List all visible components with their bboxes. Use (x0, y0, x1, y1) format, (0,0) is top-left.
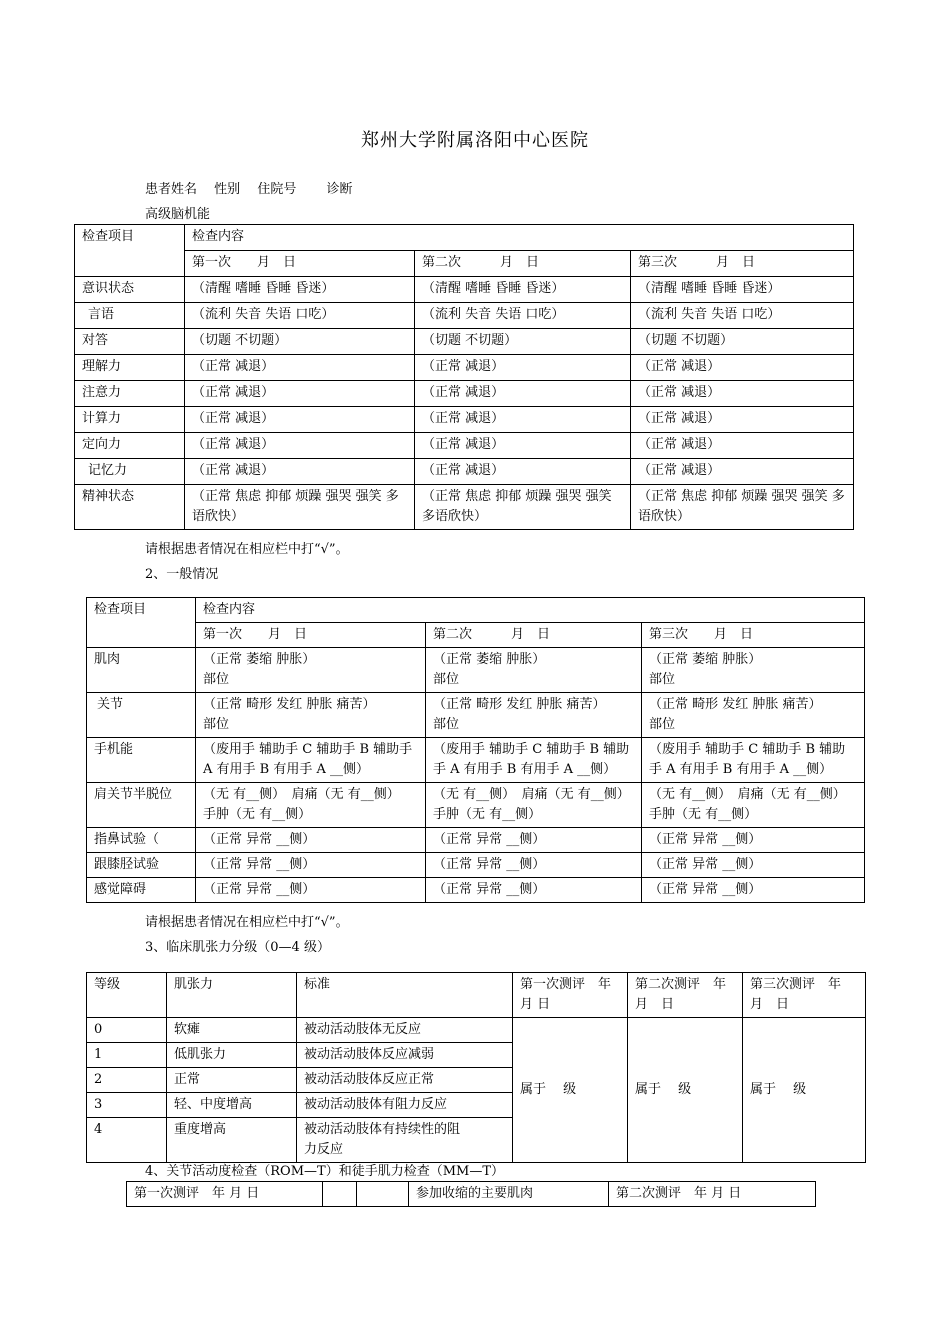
grade-value: 1 (87, 1043, 167, 1068)
row-value-2: （正常 焦虑 抑郁 烦躁 强哭 强笑 多语欣快） (415, 485, 631, 530)
header-third: 第三次 月 日 (642, 623, 865, 648)
header-tone: 肌张力 (167, 973, 297, 1018)
table-row (75, 381, 854, 407)
location-label: 部位 (203, 672, 230, 687)
header-third: 第三次 月 日 (631, 251, 854, 277)
row-value-2: （正常 减退） (415, 459, 631, 485)
row-label: 对答 (75, 329, 185, 355)
table-header-row (75, 251, 854, 277)
first-eval-cell: 第一次测评 年 月 日 (127, 1182, 323, 1207)
empty-cell (357, 1182, 409, 1207)
row-value-3: （废用手 辅助手 C 辅助手 B 辅助手 A 有用手 B 有用手 A __侧） (642, 738, 865, 783)
header-first: 第一次 月 日 (185, 251, 415, 277)
row-value-2: （流利 失音 失语 口吃） (415, 303, 631, 329)
admission-label: 住院号 (257, 182, 297, 197)
row-value-1: （清醒 嗜睡 昏睡 昏迷） (185, 277, 415, 303)
row-value-3: （正常 减退） (631, 355, 854, 381)
belongs-third: 属于 级 (743, 1018, 866, 1163)
diagnosis-label: 诊断 (326, 182, 353, 197)
header-second: 第二次 月 日 (415, 251, 631, 277)
row-value-3: （流利 失音 失语 口吃） (631, 303, 854, 329)
row-value-2 (426, 693, 642, 738)
row-value-2: （废用手 辅助手 C 辅助手 B 辅助手 A 有用手 B 有用手 A __侧） (426, 738, 642, 783)
header-second-eval: 第二次测评 年 月 日 (628, 973, 743, 1018)
row-value-2: （正常 减退） (415, 407, 631, 433)
row-label: 感觉障碍 (87, 878, 196, 903)
row-value-1: （废用手 辅助手 C 辅助手 B 辅助手 A 有用手 B 有用手 A __侧） (196, 738, 426, 783)
section2-title: 2、一般情况 (145, 567, 219, 582)
location-label: 部位 (649, 717, 676, 732)
condition-text: （正常 萎缩 肿胀） (649, 652, 762, 667)
table-row (87, 648, 865, 693)
table-row (87, 1018, 866, 1043)
row-value-2: （切题 不切题） (415, 329, 631, 355)
table-header-row (87, 598, 865, 623)
row-value-2: （正常 减退） (415, 381, 631, 407)
row-value-1: （正常 减退） (185, 407, 415, 433)
condition-text: （正常 萎缩 肿胀） (433, 652, 546, 667)
belongs-first: 属于 级 (513, 1018, 628, 1163)
row-value-1: （切题 不切题） (185, 329, 415, 355)
row-label: 计算力 (75, 407, 185, 433)
header-content: 检查内容 (196, 598, 865, 623)
tone-value: 正常 (167, 1068, 297, 1093)
brain-function-table (74, 224, 854, 530)
table-row (87, 878, 865, 903)
grade-value: 2 (87, 1068, 167, 1093)
condition-text: （正常 畸形 发红 肿胀 痛苦） (203, 697, 376, 712)
row-value-1: （正常 异常 __侧） (196, 828, 426, 853)
section1-note: 请根据患者情况在相应栏中打“√”。 (145, 542, 349, 557)
section2-note: 请根据患者情况在相应栏中打“√”。 (145, 915, 349, 930)
table-header-row (87, 623, 865, 648)
table-row (75, 485, 854, 530)
table-row (75, 433, 854, 459)
table-row (87, 828, 865, 853)
header-item: 检查项目 (75, 225, 185, 277)
row-value-3: （正常 异常 __侧） (642, 878, 865, 903)
second-eval-cell: 第二次测评 年 月 日 (609, 1182, 816, 1207)
table-row (75, 303, 854, 329)
standard-value: 被动活动肢体无反应 (297, 1018, 513, 1043)
page-title: 郑州大学附属洛阳中心医院 (361, 130, 589, 151)
grade-value: 3 (87, 1093, 167, 1118)
grade-value: 0 (87, 1018, 167, 1043)
standard-value: 被动活动肢体反应正常 (297, 1068, 513, 1093)
row-value-3: （正常 减退） (631, 381, 854, 407)
location-label: 部位 (433, 717, 460, 732)
standard-value: 被动活动肢体反应减弱 (297, 1043, 513, 1068)
row-value-3: （清醒 嗜睡 昏睡 昏迷） (631, 277, 854, 303)
row-label: 注意力 (75, 381, 185, 407)
condition-text: （正常 萎缩 肿胀） (203, 652, 316, 667)
standard-value: 被动活动肢体有阻力反应 (297, 1093, 513, 1118)
row-value-3 (642, 648, 865, 693)
row-value-1: （无 有__侧） 肩痛（无 有__侧） 手肿（无 有__侧） (196, 783, 426, 828)
row-value-1: （正常 异常 __侧） (196, 853, 426, 878)
condition-text: （正常 畸形 发红 肿胀 痛苦） (433, 697, 606, 712)
table-row (87, 853, 865, 878)
table-row (87, 783, 865, 828)
section1-title: 高级脑机能 (145, 207, 211, 222)
row-value-3: （正常 减退） (631, 407, 854, 433)
row-value-3: （正常 异常 __侧） (642, 853, 865, 878)
header-third-eval: 第三次测评 年 月 日 (743, 973, 866, 1018)
row-value-3: （正常 减退） (631, 459, 854, 485)
header-grade: 等级 (87, 973, 167, 1018)
table-row (75, 459, 854, 485)
table-row (87, 693, 865, 738)
header-content: 检查内容 (185, 225, 854, 251)
table-row (75, 277, 854, 303)
section4-title: 4、关节活动度检查（ROM—T）和徒手肌力检查（MM—T） (145, 1164, 504, 1179)
belongs-second: 属于 级 (628, 1018, 743, 1163)
standard-value: 被动活动肢体有持续性的阻力反应 (297, 1118, 513, 1163)
row-value-1: （正常 焦虑 抑郁 烦躁 强哭 强笑 多语欣快） (185, 485, 415, 530)
table-row (75, 329, 854, 355)
table-header-row (87, 973, 866, 1018)
table-header-row (75, 225, 854, 251)
row-value-2: （清醒 嗜睡 昏睡 昏迷） (415, 277, 631, 303)
empty-cell (323, 1182, 357, 1207)
name-label: 患者姓名 (145, 182, 198, 197)
row-value-1: （正常 减退） (185, 381, 415, 407)
row-label: 精神状态 (75, 485, 185, 530)
row-value-1 (196, 693, 426, 738)
row-label: 意识状态 (75, 277, 185, 303)
row-value-3: （正常 焦虑 抑郁 烦躁 强哭 强笑 多语欣快） (631, 485, 854, 530)
table-row (75, 355, 854, 381)
row-value-1: （正常 减退） (185, 433, 415, 459)
row-value-3: （正常 减退） (631, 433, 854, 459)
row-value-1: （流利 失音 失语 口吃） (185, 303, 415, 329)
row-label: 定向力 (75, 433, 185, 459)
header-item: 检查项目 (87, 598, 196, 648)
header-standard: 标准 (297, 973, 513, 1018)
row-value-3: （正常 异常 __侧） (642, 828, 865, 853)
location-label: 部位 (649, 672, 676, 687)
general-condition-table (86, 597, 865, 903)
row-value-2: （正常 减退） (415, 433, 631, 459)
row-value-2: （正常 减退） (415, 355, 631, 381)
row-value-1: （正常 减退） (185, 459, 415, 485)
row-value-2 (426, 648, 642, 693)
row-label: 肌肉 (87, 648, 196, 693)
row-label: 跟膝胫试验 (87, 853, 196, 878)
row-label: 关节 (87, 693, 196, 738)
row-label: 手机能 (87, 738, 196, 783)
row-label: 言语 (75, 303, 185, 329)
table-row (75, 407, 854, 433)
header-first-eval: 第一次测评 年 月 日 (513, 973, 628, 1018)
location-label: 部位 (203, 717, 230, 732)
patient-info-line (145, 178, 352, 197)
header-second: 第二次 月 日 (426, 623, 642, 648)
row-value-3: （无 有__侧） 肩痛（无 有__侧） 手肿（无 有__侧） (642, 783, 865, 828)
tone-value: 低肌张力 (167, 1043, 297, 1068)
row-value-3 (642, 693, 865, 738)
tone-value: 软瘫 (167, 1018, 297, 1043)
row-label: 指鼻试验（ (87, 828, 196, 853)
row-value-1 (196, 648, 426, 693)
row-value-3: （切题 不切题） (631, 329, 854, 355)
location-label: 部位 (433, 672, 460, 687)
muscle-tone-table (86, 972, 866, 1163)
row-value-2: （无 有__侧） 肩痛（无 有__侧） 手肿（无 有__侧） (426, 783, 642, 828)
table-row (127, 1182, 816, 1207)
row-label: 理解力 (75, 355, 185, 381)
row-value-2: （正常 异常 __侧） (426, 853, 642, 878)
muscle-cell: 参加收缩的主要肌肉 (409, 1182, 609, 1207)
table-row (87, 738, 865, 783)
section3-title: 3、临床肌张力分级（0—4 级） (145, 940, 330, 955)
row-label: 肩关节半脱位 (87, 783, 196, 828)
grade-value: 4 (87, 1118, 167, 1163)
row-label: 记忆力 (75, 459, 185, 485)
tone-value: 轻、中度增高 (167, 1093, 297, 1118)
condition-text: （正常 畸形 发红 肿胀 痛苦） (649, 697, 822, 712)
row-value-2: （正常 异常 __侧） (426, 878, 642, 903)
row-value-1: （正常 异常 __侧） (196, 878, 426, 903)
rom-mmt-table (126, 1181, 816, 1207)
tone-value: 重度增高 (167, 1118, 297, 1163)
row-value-1: （正常 减退） (185, 355, 415, 381)
header-first: 第一次 月 日 (196, 623, 426, 648)
row-value-2: （正常 异常 __侧） (426, 828, 642, 853)
gender-label: 性别 (214, 182, 241, 197)
